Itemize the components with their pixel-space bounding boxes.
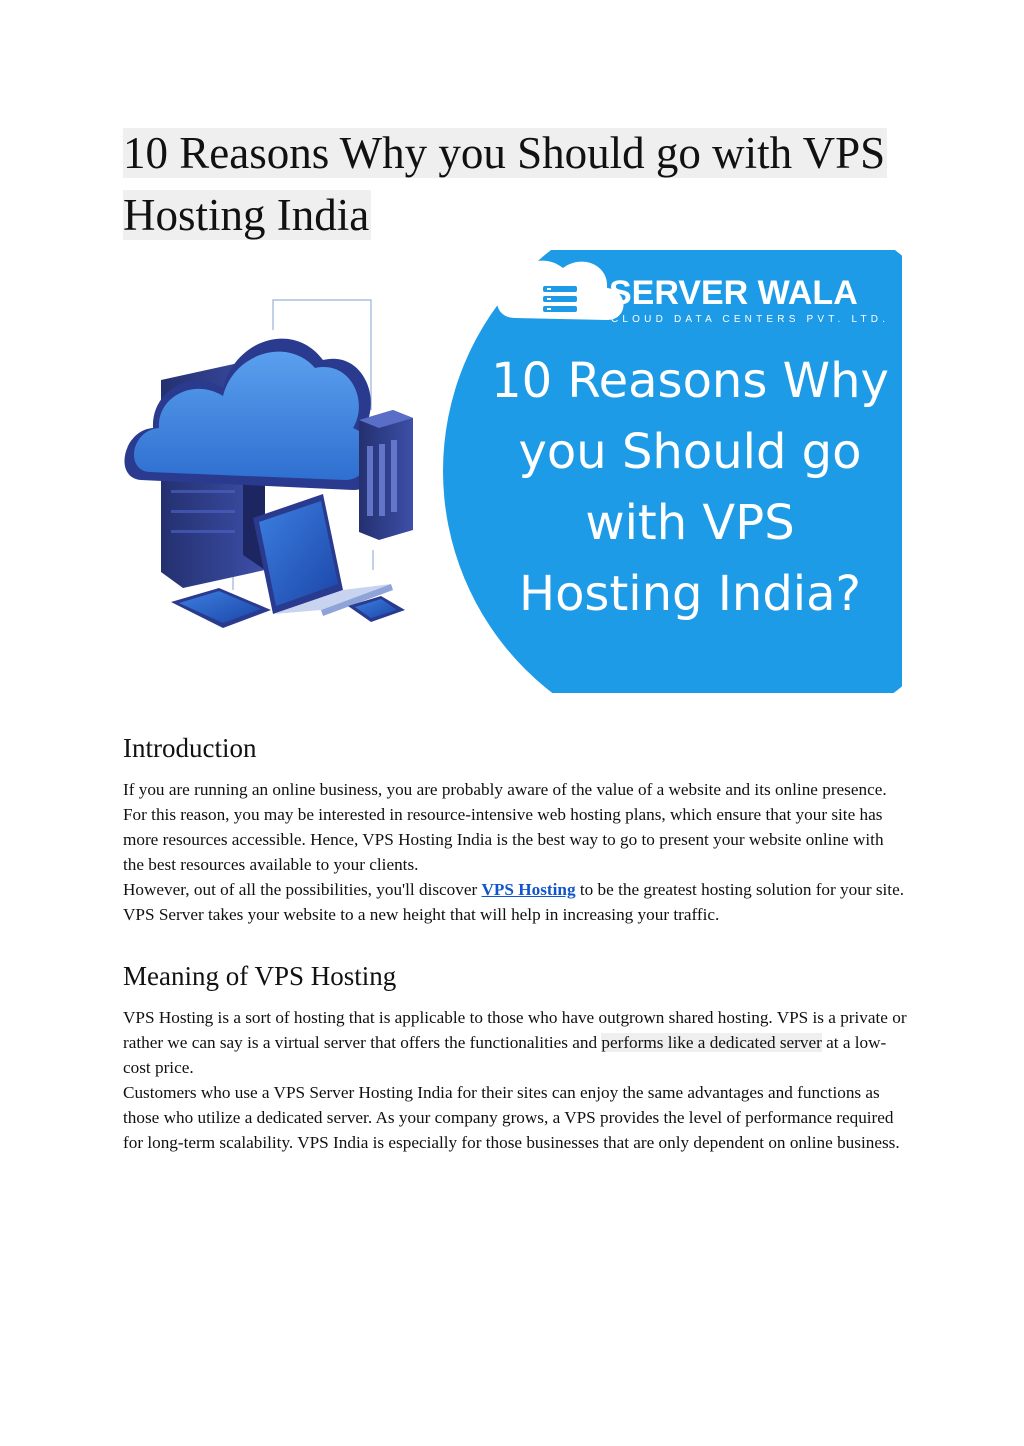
meaning-p1-highlight: performs like a dedicated server: [601, 1033, 822, 1052]
vps-hosting-link[interactable]: VPS Hosting: [481, 880, 576, 899]
brand-tagline: CLOUD DATA CENTERS PVT. LTD.: [611, 314, 890, 325]
document-title: 10 Reasons Why you Should go with VPS Hosting India: [123, 128, 886, 240]
headline-line-3: with VPS: [585, 495, 795, 551]
intro-paragraph-1: If you are running an online business, you are probably aware of the value of a website and its online presence. For this reason, you may be interested in resource-intensive web hosting plans, which ensure that your site has more resources accessible. Hence, VPS Hosting India is the best way to go to present your website online with the best resources available to your clients.: [123, 780, 887, 874]
headline-line-2: you Should go: [518, 424, 862, 480]
headline-line-1: 10 Reasons Why: [491, 353, 889, 409]
meaning-paragraph-2: Customers who use a VPS Server Hosting India for their sites can enjoy the same advantages and functions as those who utilize a dedicated server. As your company grows, a VPS provides the level of performance required for long-term scalability. VPS India is especially for those businesses that are only dependent on online business.: [123, 1083, 900, 1152]
section-heading-introduction: Introduction: [123, 733, 257, 763]
meaning-p1-before: VPS Hosting is a sort of hosting that is applicable to those who have outgrown shared hosting. VPS is a private or rather we can say is a virtual server that offers the functionalities and: [123, 1008, 907, 1052]
small-server-graphic: [359, 410, 413, 540]
meaning-p1-after: at a low-cost price.: [123, 1033, 887, 1077]
headline-line-4: Hosting India?: [518, 566, 862, 622]
intro-paragraph-2: [123, 877, 908, 927]
brand-name: SERVER WALA: [609, 274, 858, 312]
banner-image: [123, 250, 902, 693]
intro-p2-after: to be the greatest hosting solution for your site. VPS Server takes your website to a new height that will help in increasing your traffic.: [123, 880, 905, 924]
intro-p2-before: However, out of all the possibilities, you'll discover: [123, 880, 482, 899]
section-heading-meaning: Meaning of VPS Hosting: [123, 961, 397, 991]
meaning-paragraph-1: [123, 1005, 908, 1080]
